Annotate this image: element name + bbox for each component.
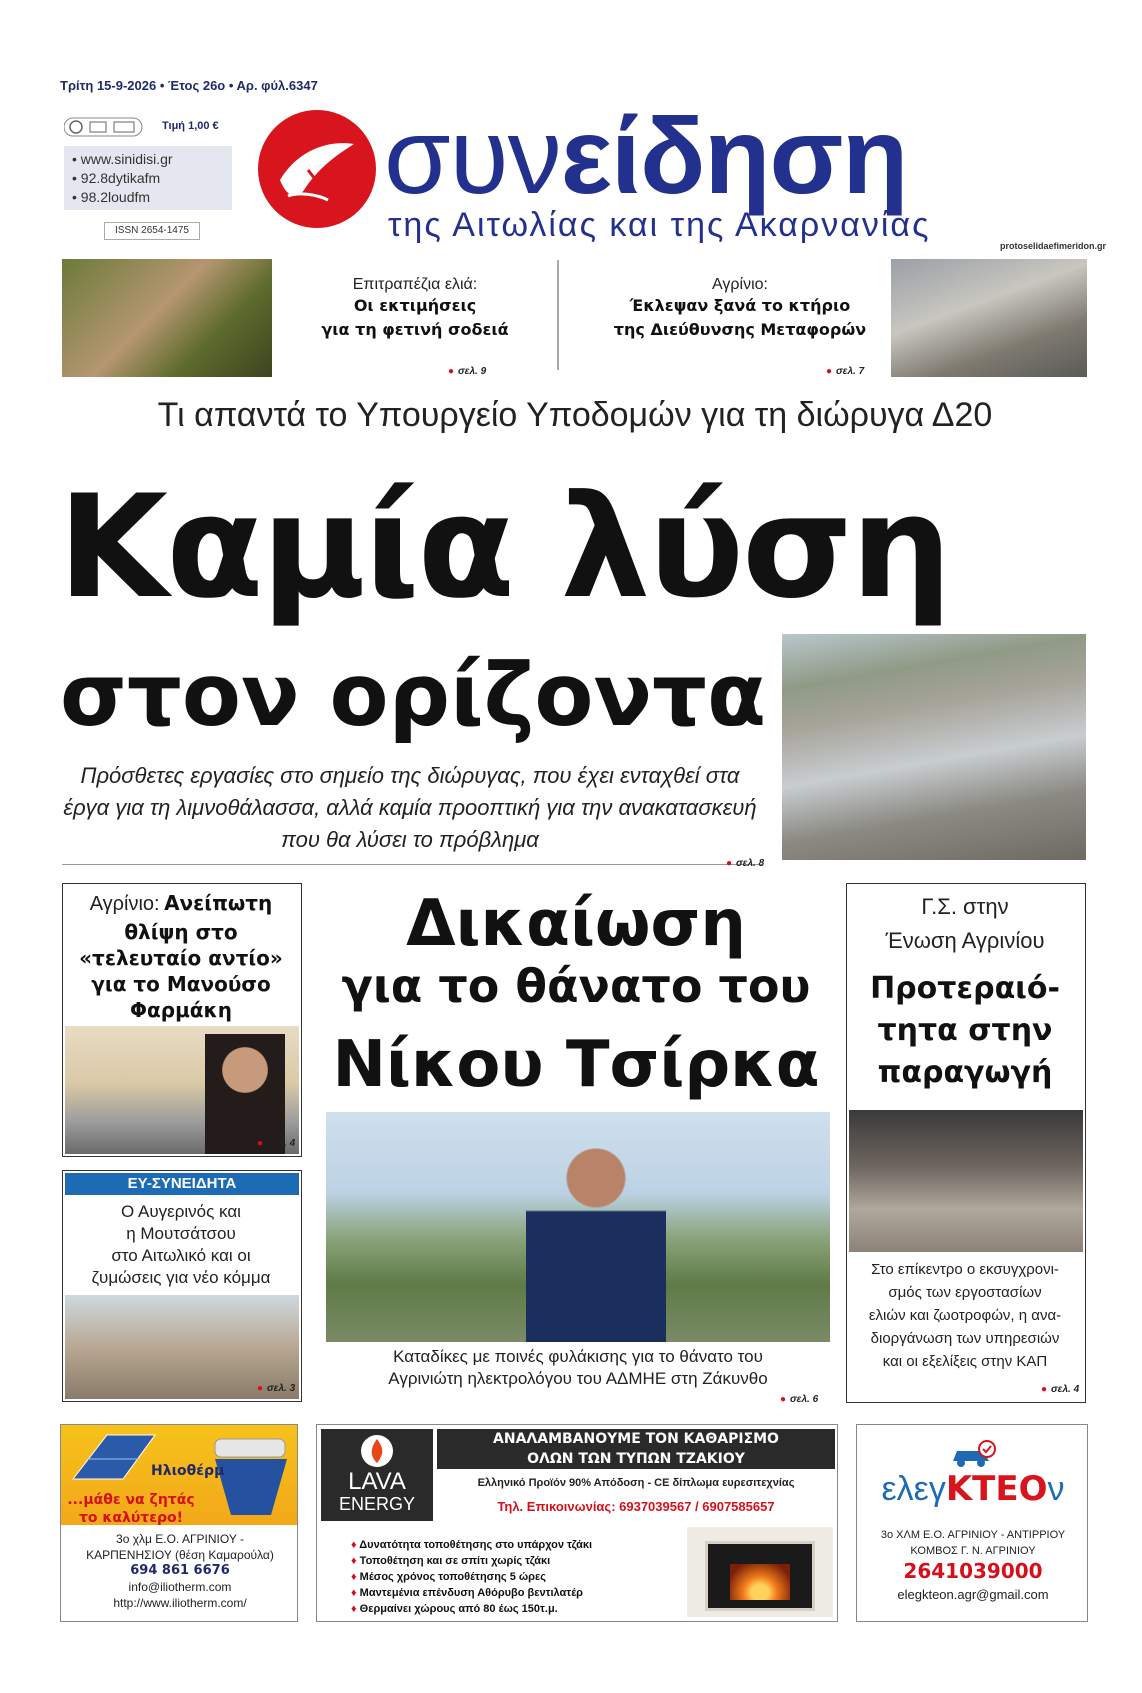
teaser-olives[interactable]: [290, 276, 540, 342]
main-headline-1[interactable]: Καμία λύση: [58, 465, 950, 630]
main-kicker: Τι απαντά το Υπουργείο Υποδομών για τη διώρυγα Δ20: [157, 396, 993, 434]
assembly-photo: [849, 1110, 1083, 1252]
right-story-body-5: και οι εξελίξεις στην ΚΑΠ: [882, 1353, 1048, 1370]
ad-lava-bullet: ♦ Μαντεμένια επένδυση Αθόρυβο βεντιλατέρ: [351, 1587, 583, 1599]
center-headline-1[interactable]: Δικαίωση: [406, 887, 746, 961]
ad-lava-brand-1: LAVA: [348, 1468, 406, 1495]
pen-logo-icon: [258, 110, 376, 228]
ad-lava-heading-2: ΟΛΩΝ ΤΩΝ ΤΥΠΩΝ ΤΖΑΚΙΟΥ: [527, 1451, 745, 1467]
center-headline-3[interactable]: Νίκου Τσίρκα: [332, 1028, 820, 1102]
center-caption-1: Καταδίκες με ποινές φυλάκισης για το θάνατο του: [393, 1347, 763, 1366]
ad-lava-heading-1: ΑΝΑΛΑΜΒΑΝΟΥΜΕ ΤΟΝ ΚΑΘΑΡΙΣΜΟ: [493, 1431, 779, 1447]
ad-elegkteon-brand-b: ΚΤΕΟ: [945, 1469, 1048, 1509]
ad-iliotherm-addr-2: ΚΑΡΠΕΝΗΣΙΟΥ (θέση Καμαρούλα): [86, 1548, 274, 1562]
ad-lava-bullets: [351, 1537, 671, 1617]
flame-bullet-icon: ♦: [351, 1571, 360, 1583]
ad-iliotherm[interactable]: [60, 1424, 298, 1622]
electrician-photo: [326, 1112, 830, 1342]
right-story-kicker-2: Ένωση Αγρινίου: [885, 928, 1045, 953]
issue-line: Τρίτη 15-9-2026 • Έτος 26ο • Αρ. φύλ.6347: [60, 78, 318, 93]
left-story-2[interactable]: [62, 1170, 302, 1402]
canal-photo: [782, 634, 1086, 860]
left-story-1-title-1: Ανείπωτη: [164, 891, 273, 915]
ad-lava-bullet: ♦ Θερμαίνει χώρους από 80 έως 150τ.μ.: [351, 1603, 558, 1615]
teaser-olives-title-2: για τη φετινή σοδειά: [321, 320, 509, 339]
ad-lava-logo: [321, 1429, 433, 1521]
flame-icon: [359, 1433, 395, 1469]
ad-elegkteon-addr-2: ΚΟΜΒΟΣ Γ. Ν. ΑΓΡΙΝΙΟΥ: [910, 1545, 1036, 1557]
ad-iliotherm-slogan-1: ...μάθε να ζητάς: [67, 1492, 195, 1508]
left-story-1-title-4: για το Μανούσο: [91, 972, 271, 996]
ad-lava-energy[interactable]: [316, 1424, 838, 1622]
right-story-kicker-1: Γ.Σ. στην: [921, 894, 1009, 919]
car-check-icon: [949, 1439, 997, 1469]
fireplace-photo: [687, 1527, 833, 1617]
teaser-olives-kicker: Επιτραπέζια ελιά:: [352, 276, 478, 293]
link-website[interactable]: • www.sinidisi.gr: [72, 151, 173, 167]
ad-lava-brand-2: ENERGY: [338, 1494, 416, 1514]
ad-elegkteon-brand: [857, 1469, 1088, 1509]
flame-bullet-icon: ♦: [351, 1539, 360, 1551]
left-story-2-line-3: στο Αιτωλικό και οι: [111, 1246, 251, 1265]
right-story-body-3: ελιών και ζωοτροφών, η ανα-: [868, 1307, 1062, 1324]
teaser-olives-page: ● σελ. 9: [448, 366, 487, 377]
ad-lava-bullet: ♦ Τοποθέτηση και σε σπίτι χωρίς τζάκι: [351, 1555, 551, 1567]
left-story-1-page: ● σελ. 4: [257, 1138, 296, 1149]
flame-bullet-icon: ♦: [351, 1587, 360, 1599]
building-photo: [891, 259, 1087, 377]
title-light: συν: [384, 95, 561, 216]
ad-elegkteon-addr-1: 3ο ΧΛΜ Ε.Ο. ΑΓΡΙΝΙΟΥ - ΑΝΤΙΡΡΙΟΥ: [880, 1529, 1066, 1541]
flame-bullet-icon: ♦: [351, 1555, 360, 1567]
right-story-body-2: σμός των εργοστασίων: [888, 1284, 1042, 1301]
title-bold: είδηση: [560, 95, 908, 216]
ad-lava-bullet: ♦ Μέσος χρόνος τοποθέτησης 5 ώρες: [351, 1571, 546, 1583]
right-story-body-4: διοργάνωση των υπηρεσιών: [870, 1330, 1060, 1347]
right-story-title-1: Προτεραιό-: [870, 971, 1060, 1006]
barcode-icon: [64, 116, 144, 138]
ad-iliotherm-web[interactable]: http://www.iliotherm.com/: [113, 1596, 247, 1610]
fire-icon: [730, 1564, 790, 1600]
main-headline-2[interactable]: στον ορίζοντα: [60, 646, 767, 746]
ad-elegkteon[interactable]: [856, 1424, 1088, 1622]
teaser-transport[interactable]: [600, 276, 880, 342]
right-story[interactable]: [846, 883, 1086, 1403]
ad-iliotherm-slogan-2: το καλύτερο!: [78, 1510, 184, 1526]
center-headline-2[interactable]: για το θάνατο του: [341, 959, 811, 1013]
right-story-title-3: παραγωγή: [877, 1055, 1053, 1090]
left-story-1-title-2: θλίψη στο: [124, 920, 238, 944]
ad-elegkteon-brand-c: ν: [1047, 1470, 1065, 1508]
left-story-2-line-4: ζυμώσεις για νέο κόμμα: [91, 1268, 271, 1287]
ad-lava-heading: [437, 1429, 835, 1469]
link-radio-2: • 98.2loudfm: [72, 189, 151, 205]
price-box: [64, 116, 224, 140]
ad-iliotherm-email[interactable]: info@iliotherm.com: [128, 1580, 232, 1594]
teaser-olives-title-1: Οι εκτιμήσεις: [353, 296, 477, 315]
main-page: ● σελ. 8: [726, 858, 765, 869]
link-radio-1: • 92.8dytikafm: [72, 170, 161, 186]
center-caption-2: Αγρινιώτη ηλεκτρολόγου του ΑΔΜΗΕ στη Ζάκυνθο: [388, 1369, 768, 1388]
ad-elegkteon-brand-a: ελεγ: [881, 1470, 946, 1508]
watermark: protoselidaefimeridon.gr: [1000, 241, 1107, 251]
fireplace-frame: [705, 1541, 815, 1611]
funeral-photo: [65, 1026, 299, 1154]
electrician-figure: [526, 1142, 666, 1342]
links-box: [64, 146, 232, 210]
main-divider: [62, 864, 762, 865]
teaser-transport-title-2: της Διεύθυνσης Μεταφορών: [613, 320, 867, 339]
left-story-2-line-2: η Μουτσάτσου: [126, 1224, 236, 1243]
ad-iliotherm-brand: Ηλιοθέρμ: [151, 1463, 225, 1479]
ad-elegkteon-phone[interactable]: 2641039000: [903, 1559, 1043, 1583]
left-story-1-title-3: «τελευταίο αντίο»: [79, 946, 283, 970]
left-story-1[interactable]: [62, 883, 302, 1157]
left-story-1-title-5: Φαρμάκη: [130, 998, 232, 1022]
ad-lava-bullet: ♦ Δυνατότητα τοποθέτησης στο υπάρχον τζάκι: [351, 1539, 593, 1551]
newspaper-title: [384, 96, 907, 216]
olives-photo: [62, 259, 272, 377]
right-story-body-1: Στο επίκεντρο ο εκσυγχρονι-: [871, 1261, 1059, 1278]
section-banner: ΕΥ-ΣΥΝΕΙΔΗΤΑ: [65, 1173, 299, 1195]
right-story-title-2: τητα στην: [877, 1013, 1053, 1048]
flame-bullet-icon: ♦: [351, 1603, 360, 1615]
newspaper-subtitle: της Αιτωλίας και της Ακαρνανίας: [388, 206, 931, 244]
left-story-2-page: ● σελ. 3: [257, 1383, 296, 1394]
center-page: ● σελ. 6: [780, 1394, 819, 1405]
left-story-2-line-1: Ο Αυγερινός και: [121, 1202, 241, 1221]
solar-panel-icon: [67, 1429, 157, 1489]
main-lede: Πρόσθετες εργασίες στο σημείο της διώρυγας, που έχει ενταχθεί στα έργα για τη λιμνοθάλασσα, αλλά καμία προοπτική για την ανακατασκευή που θα λύσει το πρόβλημα: [63, 763, 757, 852]
issn-label: ISSN 2654-1475: [104, 222, 200, 240]
teaser-divider: [557, 260, 559, 370]
ad-iliotherm-addr-1: 3ο χλμ Ε.Ο. ΑΓΡΙΝΙΟΥ -: [116, 1532, 244, 1546]
price-label: Τιμή 1,00 €: [162, 120, 219, 132]
ad-lava-sub: Ελληνικό Προϊόν 90% Απόδοση - CE δίπλωμα ευρεσιτεχνίας: [477, 1477, 795, 1489]
ad-iliotherm-phone[interactable]: 694 861 6676: [130, 1563, 230, 1578]
portrait-inset: [205, 1034, 285, 1154]
teaser-transport-kicker: Αγρίνιο:: [712, 276, 768, 293]
ad-elegkteon-email[interactable]: elegkteon.agr@gmail.com: [897, 1587, 1049, 1602]
ad-lava-phones[interactable]: Τηλ. Επικοινωνίας: 6937039567 / 6907585657: [497, 1499, 775, 1514]
center-caption: [316, 1346, 840, 1390]
teaser-transport-title-1: Έκλεψαν ξανά το κτήριο: [629, 296, 851, 315]
teaser-transport-page: ● σελ. 7: [826, 366, 865, 377]
right-story-page: ● σελ. 4: [1041, 1384, 1080, 1395]
left-story-1-place: Αγρίνιο:: [89, 893, 160, 915]
